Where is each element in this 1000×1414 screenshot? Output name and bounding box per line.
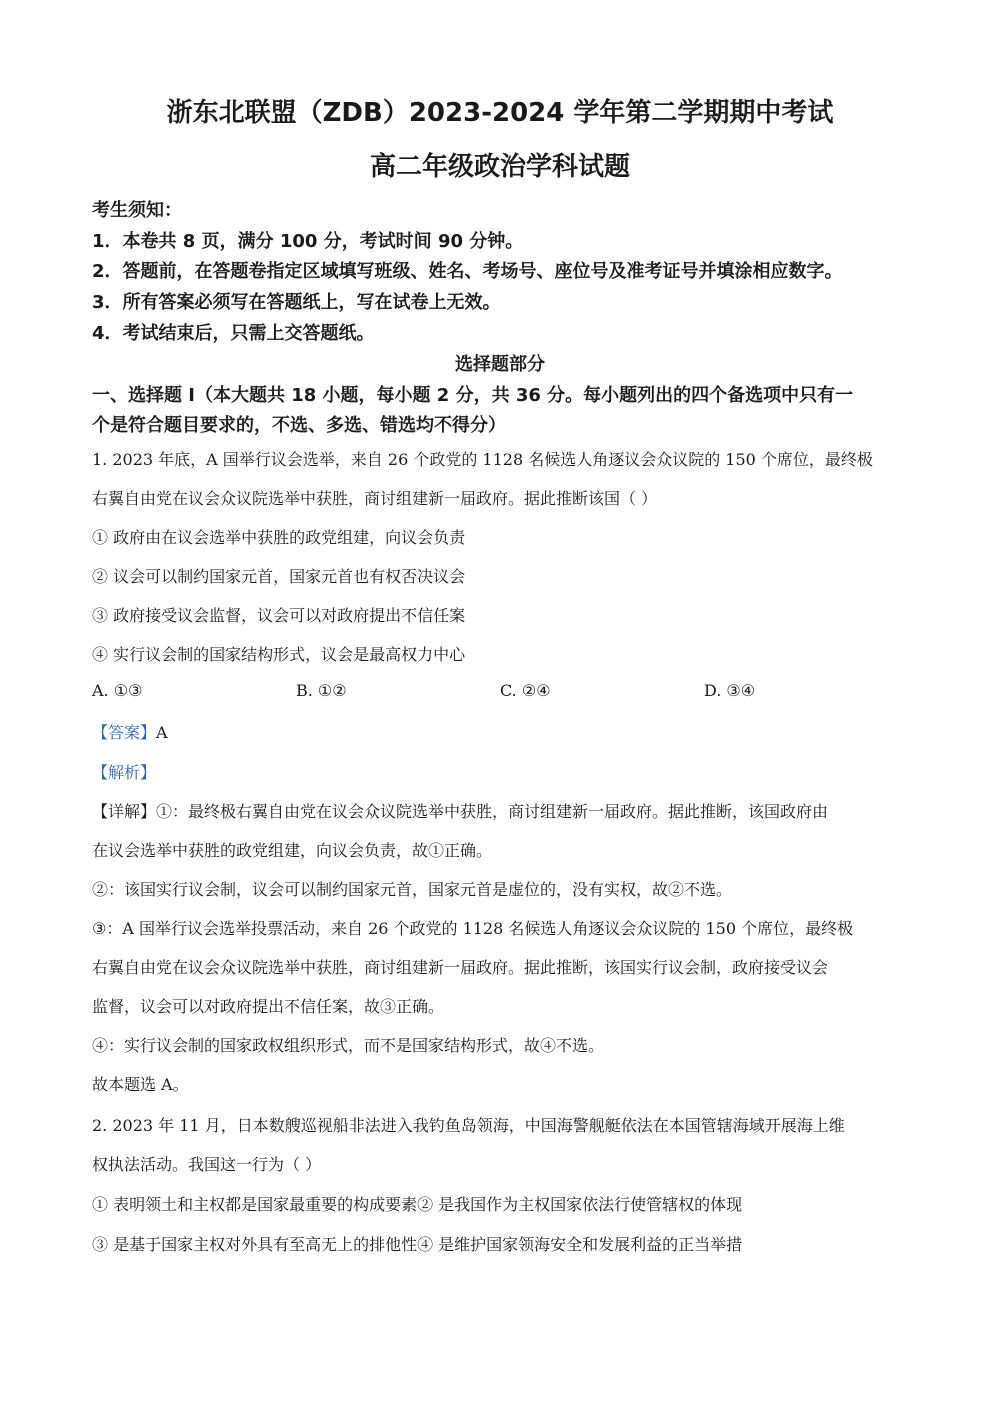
q1-detail: 【详解】①：最终极右翼自由党在议会众议院选举中获胜，商讨组建新一届政府。据此推断，该国政府由 <box>92 802 829 821</box>
q2-statement: ③ 是基于国家主权对外具有至高无上的排他性④ 是维护国家领海安全和发展利益的正当举措 <box>92 1235 743 1254</box>
q1-detail: 故本题选 A。 <box>92 1075 189 1094</box>
q1-detail: ④：实行议会制的国家政权组织形式，而不是国家结构形式，故④不选。 <box>92 1036 605 1055</box>
analysis-label: 【解析】 <box>92 763 157 782</box>
answer-label: 【答案】 <box>92 723 157 742</box>
q1-option-d: D. ③④ <box>704 681 756 700</box>
notice-item: 4．考试结束后，只需上交答题纸。 <box>92 323 375 344</box>
q1-option-a: A. ①③ <box>92 681 143 700</box>
q1-statement: ③ 政府接受议会监督，议会可以对政府提出不信任案 <box>92 606 466 625</box>
notice-heading: 考生须知： <box>92 200 182 221</box>
q2-stem: 2. 2023 年 11 月，日本数艘巡视船非法进入我钓鱼岛领海，中国海警舰艇依法在本国管辖海域开展海上维 <box>92 1116 845 1135</box>
exam-subtitle: 高二年级政治学科试题 <box>369 152 630 182</box>
notice-item: 1．本卷共 8 页，满分 100 分，考试时间 90 分钟。 <box>92 231 524 252</box>
q1-detail: 在议会选举中获胜的政党组建，向议会负责，故①正确。 <box>92 841 493 860</box>
q1-stem: 右翼自由党在议会众议院选举中获胜，商讨组建新一届政府。据此推断该国（ ） <box>92 489 658 508</box>
section-instruction: 一、选择题 I（本大题共 18 小题，每小题 2 分，共 36 分。每小题列出的四个备选项中只有一 <box>92 385 854 406</box>
q1-statement: ② 议会可以制约国家元首，国家元首也有权否决议会 <box>92 567 466 586</box>
exam-title: 浙东北联盟（ZDB）2023-2024 学年第二学期期中考试 <box>166 98 834 128</box>
q1-detail: ③：A 国举行议会选举投票活动，来自 26 个政党的 1128 名候选人角逐议会众议院的 150 个席位，最终极 <box>92 919 854 938</box>
q1-answer <box>92 720 168 743</box>
q2-stem: 权执法活动。我国这一行为（ ） <box>92 1155 322 1174</box>
q1-statement: ④ 实行议会制的国家结构形式，议会是最高权力中心 <box>92 645 466 664</box>
q1-detail: 监督，议会可以对政府提出不信任案，故③正确。 <box>92 997 445 1016</box>
q1-stem: 1. 2023 年底，A 国举行议会选举，来自 26 个政党的 1128 名候选人角逐议会众议院的 150 个席位，最终极 <box>92 450 873 469</box>
q1-detail: 右翼自由党在议会众议院选举中获胜，商讨组建新一届政府。据此推断，该国实行议会制，政府接受议会 <box>92 958 829 977</box>
q1-detail: ②：该国实行议会制，议会可以制约国家元首，国家元首是虚位的，没有实权，故②不选。 <box>92 880 733 899</box>
q1-option-c: C. ②④ <box>500 681 551 700</box>
q1-option-b: B. ①② <box>296 681 347 700</box>
answer-value: A <box>156 723 168 742</box>
q2-statement: ① 表明领土和主权都是国家最重要的构成要素② 是我国作为主权国家依法行使管辖权的体现 <box>92 1195 743 1214</box>
section-instruction: 个是符合题目要求的，不选、多选、错选均不得分） <box>92 415 506 436</box>
notice-item: 2．答题前，在答题卷指定区域填写班级、姓名、考场号、座位号及准考证号并填涂相应数字。 <box>92 261 843 282</box>
section-title: 选择题部分 <box>455 354 545 375</box>
notice-item: 3．所有答案必须写在答题纸上，写在试卷上无效。 <box>92 292 501 313</box>
q1-statement: ① 政府由在议会选举中获胜的政党组建，向议会负责 <box>92 528 466 547</box>
